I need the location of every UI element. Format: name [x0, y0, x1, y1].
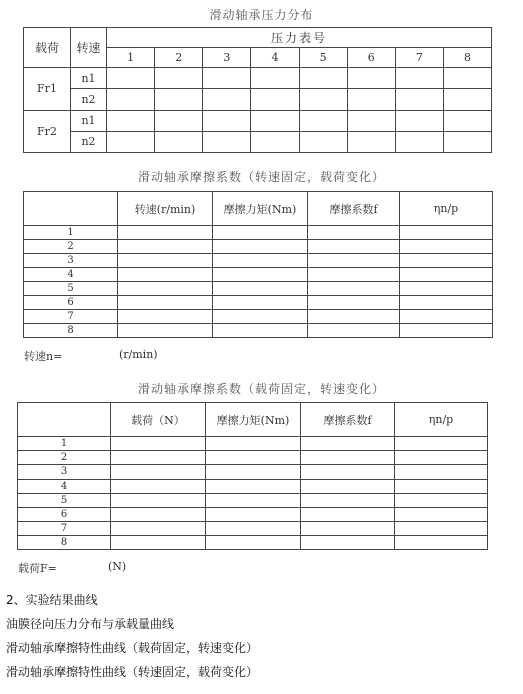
speed-note-unit: (r/min): [119, 348, 158, 361]
row-number: 2: [18, 451, 111, 465]
data-cell[interactable]: [213, 324, 308, 338]
row-number: 1: [18, 437, 111, 451]
data-cell[interactable]: [118, 268, 213, 282]
data-cell[interactable]: [155, 68, 203, 89]
data-cell[interactable]: [213, 296, 308, 310]
table-row: [24, 226, 493, 240]
data-cell[interactable]: [203, 110, 251, 131]
header-blank: [24, 192, 118, 226]
data-cell[interactable]: [400, 254, 493, 268]
data-cell[interactable]: [400, 282, 493, 296]
data-cell[interactable]: [299, 68, 347, 89]
gauge-number: 6: [347, 48, 395, 68]
data-cell[interactable]: [206, 521, 301, 535]
column-header: 载荷（N）: [111, 403, 206, 437]
data-cell[interactable]: [395, 68, 443, 89]
data-cell[interactable]: [301, 521, 395, 535]
data-cell[interactable]: [301, 451, 395, 465]
table-row: [18, 465, 488, 479]
data-cell[interactable]: [347, 110, 395, 131]
row-number: 6: [24, 296, 118, 310]
data-cell[interactable]: [118, 254, 213, 268]
table-row: [24, 296, 493, 310]
table-row: [24, 131, 492, 152]
gauge-number: 1: [107, 48, 155, 68]
header-blank: [18, 403, 111, 437]
table-row: [24, 254, 493, 268]
row-number: 3: [24, 254, 118, 268]
row-number: 8: [24, 324, 118, 338]
data-cell[interactable]: [203, 131, 251, 152]
data-cell[interactable]: [395, 493, 488, 507]
data-cell[interactable]: [347, 89, 395, 110]
data-cell[interactable]: [155, 131, 203, 152]
table-row: [18, 479, 488, 493]
row-number: 5: [18, 493, 111, 507]
data-cell[interactable]: [107, 68, 155, 89]
data-cell[interactable]: [308, 254, 400, 268]
data-cell[interactable]: [206, 465, 301, 479]
data-cell[interactable]: [400, 296, 493, 310]
data-cell[interactable]: [400, 226, 493, 240]
data-cell[interactable]: [206, 451, 301, 465]
data-cell[interactable]: [111, 521, 206, 535]
table-row: [24, 310, 493, 324]
data-cell[interactable]: [299, 110, 347, 131]
data-cell[interactable]: [395, 465, 488, 479]
data-cell[interactable]: [251, 131, 299, 152]
header-load: 载荷: [24, 28, 71, 68]
table-row: [24, 89, 492, 110]
data-cell[interactable]: [308, 240, 400, 254]
column-header: 摩擦力矩(Nm): [206, 403, 301, 437]
table-row: [18, 437, 488, 451]
data-cell[interactable]: [213, 310, 308, 324]
data-cell[interactable]: [111, 507, 206, 521]
data-cell[interactable]: [301, 479, 395, 493]
data-cell[interactable]: [443, 89, 491, 110]
column-header: 转速(r/min): [118, 192, 213, 226]
data-cell[interactable]: [443, 110, 491, 131]
data-cell[interactable]: [308, 310, 400, 324]
data-cell[interactable]: [206, 507, 301, 521]
row-number: 7: [18, 521, 111, 535]
data-cell[interactable]: [400, 268, 493, 282]
data-cell[interactable]: [395, 479, 488, 493]
column-header: 摩擦系数f: [308, 192, 400, 226]
table-row: [24, 282, 493, 296]
data-cell[interactable]: [213, 240, 308, 254]
table3-title: 滑动轴承摩擦系数（载荷固定，转速变化）: [137, 382, 385, 396]
data-cell[interactable]: [395, 89, 443, 110]
data-cell[interactable]: [107, 110, 155, 131]
data-cell[interactable]: [111, 479, 206, 493]
load-note-label: 载荷F=: [18, 562, 57, 575]
data-cell[interactable]: [107, 89, 155, 110]
data-cell[interactable]: [155, 89, 203, 110]
data-cell[interactable]: [118, 282, 213, 296]
data-cell[interactable]: [251, 68, 299, 89]
section-heading: 2、实验结果曲线: [6, 593, 98, 607]
data-cell[interactable]: [347, 68, 395, 89]
table-row: [18, 507, 488, 521]
column-header: ηn/p: [400, 192, 493, 226]
pressure-distribution-table: [23, 27, 492, 153]
table-row: [24, 240, 493, 254]
data-cell[interactable]: [395, 110, 443, 131]
speed-label: n1: [71, 68, 107, 89]
column-header: 摩擦系数f: [301, 403, 395, 437]
row-number: 8: [18, 535, 111, 549]
row-number: 6: [18, 507, 111, 521]
table-row: [18, 493, 488, 507]
row-number: 7: [24, 310, 118, 324]
table-row: [18, 535, 488, 549]
data-cell[interactable]: [299, 131, 347, 152]
list-item: 滑动轴承摩擦特性曲线（载荷固定，转速变化）: [6, 641, 259, 655]
data-cell[interactable]: [308, 268, 400, 282]
data-cell[interactable]: [395, 437, 488, 451]
data-cell[interactable]: [111, 437, 206, 451]
load-label: Fr1: [24, 68, 71, 110]
data-cell[interactable]: [400, 240, 493, 254]
data-cell[interactable]: [308, 282, 400, 296]
gauge-number: 5: [299, 48, 347, 68]
data-cell[interactable]: [395, 451, 488, 465]
data-cell[interactable]: [301, 507, 395, 521]
speed-label: n2: [71, 131, 107, 152]
speed-label: n1: [71, 110, 107, 131]
data-cell[interactable]: [111, 535, 206, 549]
column-header: 摩擦力矩(Nm): [213, 192, 308, 226]
speed-label: n2: [71, 89, 107, 110]
gauge-number: 7: [395, 48, 443, 68]
list-item: 油膜径向压力分布与承载量曲线: [6, 617, 175, 631]
data-cell[interactable]: [107, 131, 155, 152]
friction-table-fixed-speed: [23, 191, 493, 338]
row-number: 5: [24, 282, 118, 296]
data-cell[interactable]: [118, 240, 213, 254]
data-cell[interactable]: [118, 324, 213, 338]
data-cell[interactable]: [395, 521, 488, 535]
data-cell[interactable]: [206, 493, 301, 507]
data-cell[interactable]: [301, 437, 395, 451]
data-cell[interactable]: [400, 324, 493, 338]
data-cell[interactable]: [118, 296, 213, 310]
data-cell[interactable]: [118, 310, 213, 324]
data-cell[interactable]: [301, 493, 395, 507]
table-row: [18, 451, 488, 465]
data-cell[interactable]: [213, 282, 308, 296]
data-cell[interactable]: [111, 465, 206, 479]
row-number: 4: [24, 268, 118, 282]
data-cell[interactable]: [443, 131, 491, 152]
data-cell[interactable]: [213, 268, 308, 282]
load-label: Fr2: [24, 110, 71, 152]
row-number: 3: [18, 465, 111, 479]
data-cell[interactable]: [308, 296, 400, 310]
data-cell[interactable]: [206, 437, 301, 451]
data-cell[interactable]: [301, 465, 395, 479]
table-row: [24, 110, 492, 131]
speed-note-label: 转速n=: [24, 350, 63, 363]
data-cell[interactable]: [111, 493, 206, 507]
table1-title: 滑动轴承压力分布: [209, 8, 314, 22]
data-cell[interactable]: [206, 535, 301, 549]
friction-table-fixed-load: [17, 402, 488, 550]
data-cell[interactable]: [213, 254, 308, 268]
data-cell[interactable]: [299, 89, 347, 110]
gauge-number: 4: [251, 48, 299, 68]
row-number: 4: [18, 479, 111, 493]
data-cell[interactable]: [443, 68, 491, 89]
row-number: 1: [24, 226, 118, 240]
data-cell[interactable]: [347, 131, 395, 152]
header-gauge: 压力表号: [107, 28, 492, 48]
data-cell[interactable]: [118, 226, 213, 240]
data-cell[interactable]: [395, 535, 488, 549]
table-row: [18, 521, 488, 535]
table2-title: 滑动轴承摩擦系数（转速固定，载荷变化）: [137, 170, 385, 184]
data-cell[interactable]: [308, 226, 400, 240]
gauge-number: 2: [155, 48, 203, 68]
table-row: [24, 268, 493, 282]
data-cell[interactable]: [213, 226, 308, 240]
table-row: [24, 324, 493, 338]
row-number: 2: [24, 240, 118, 254]
data-cell[interactable]: [251, 110, 299, 131]
data-cell[interactable]: [111, 451, 206, 465]
data-cell[interactable]: [203, 68, 251, 89]
data-cell[interactable]: [400, 310, 493, 324]
data-cell[interactable]: [251, 89, 299, 110]
gauge-number: 3: [203, 48, 251, 68]
table-row: [24, 68, 492, 89]
data-cell[interactable]: [155, 110, 203, 131]
list-item: 滑动轴承摩擦特性曲线（转速固定，载荷变化）: [6, 665, 259, 679]
data-cell[interactable]: [308, 324, 400, 338]
data-cell[interactable]: [203, 89, 251, 110]
column-header: ηn/p: [395, 403, 488, 437]
data-cell[interactable]: [206, 479, 301, 493]
header-speed: 转速: [71, 28, 107, 68]
load-note-unit: (N): [108, 560, 127, 573]
data-cell[interactable]: [395, 131, 443, 152]
data-cell[interactable]: [395, 507, 488, 521]
gauge-number: 8: [443, 48, 491, 68]
data-cell[interactable]: [301, 535, 395, 549]
